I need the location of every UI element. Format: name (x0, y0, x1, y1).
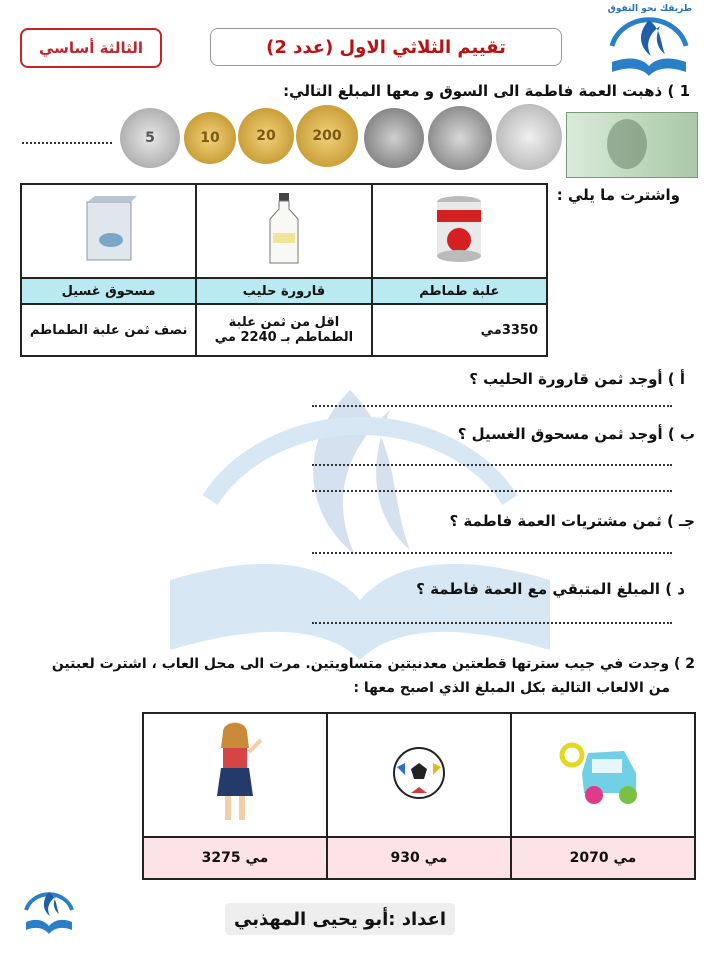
footer-logo-icon (14, 880, 84, 940)
question-c: جـ ) ثمن مشتريات العمة فاطمة ؟ (449, 512, 695, 530)
answer-line-c (312, 552, 672, 554)
banknote-icon (566, 112, 698, 178)
item-desc-tomato: 3350مي (372, 304, 547, 356)
doll-icon (205, 718, 265, 828)
answer-line-a (312, 405, 672, 407)
coin-5 (120, 108, 180, 168)
question-b: ب ) أوجد ثمن مسحوق الغسيل ؟ (457, 425, 695, 443)
milk-image-cell (196, 184, 371, 278)
detergent-box-icon (79, 194, 139, 264)
detergent-image-cell (21, 184, 196, 278)
coin-dinar-5 (496, 104, 562, 170)
ball-image-cell (327, 713, 511, 837)
toy-price-doll: 3275 مي (143, 837, 327, 879)
toys-table (142, 712, 696, 880)
coin-10-label: 10 (200, 130, 220, 146)
coin-10 (184, 112, 236, 164)
q1-text: 1 ) ذهبت العمة فاطمة الى السوق و معها المبلغ التالي: (283, 82, 690, 100)
milk-bottle-icon (264, 191, 304, 267)
item-name-detergent: مسحوق غسيل (21, 278, 196, 304)
author-label: اعداد :أبو يحيى المهذبي (225, 903, 455, 935)
item-name-milk: قارورة حليب (196, 278, 371, 304)
coin-dinar-2 (428, 106, 492, 170)
answer-line-b (312, 464, 672, 466)
logo-icon (594, 6, 704, 82)
toy-car-image-cell (511, 713, 695, 837)
item-desc-milk: اقل من ثمن علبة الطماطم بـ 2240 مي (196, 304, 371, 356)
toy-price-ball: 930 مي (327, 837, 511, 879)
items-table (20, 183, 548, 357)
tomato-image-cell (372, 184, 547, 278)
q2-line2: من الالعاب التالية بكل المبلغ الذي اصبح معها : (353, 680, 670, 696)
question-d: د ) المبلغ المتبقي مع العمة فاطمة ؟ (416, 580, 685, 598)
tomato-can-icon (431, 194, 487, 264)
coin-200 (296, 105, 358, 167)
doll-image-cell (143, 713, 327, 837)
item-name-tomato: علبة طماطم (372, 278, 547, 304)
answer-line-total (22, 142, 112, 144)
q2-line1: 2 ) وجدت في جيب سترتها قطعتين معدنيتين متساويتين. مرت الى محل العاب ، اشترت لعبتين (51, 656, 695, 672)
coin-5-label: 5 (145, 130, 155, 146)
bought-label: واشترت ما يلي : (556, 186, 680, 204)
item-desc-detergent: نصف ثمن علبة الطماطم (21, 304, 196, 356)
coin-20 (238, 108, 294, 164)
coin-20-label: 20 (256, 128, 276, 144)
coin-dinar-1 (364, 108, 424, 168)
toy-price-car: 2070 مي (511, 837, 695, 879)
answer-line-d (312, 622, 672, 624)
ball-icon (391, 745, 447, 801)
question-a: أ ) أوجد ثمن قارورة الحليب ؟ (469, 370, 685, 388)
answer-line-b2 (312, 490, 672, 492)
page-title: تقييم الثلاثي الاول (عدد 2) (210, 28, 562, 66)
grade-label: الثالثة أساسي (20, 28, 162, 68)
coin-200-label: 200 (312, 128, 342, 144)
logo-text: طريقك نحو التفوق (607, 4, 693, 14)
toy-car-icon (558, 733, 648, 813)
